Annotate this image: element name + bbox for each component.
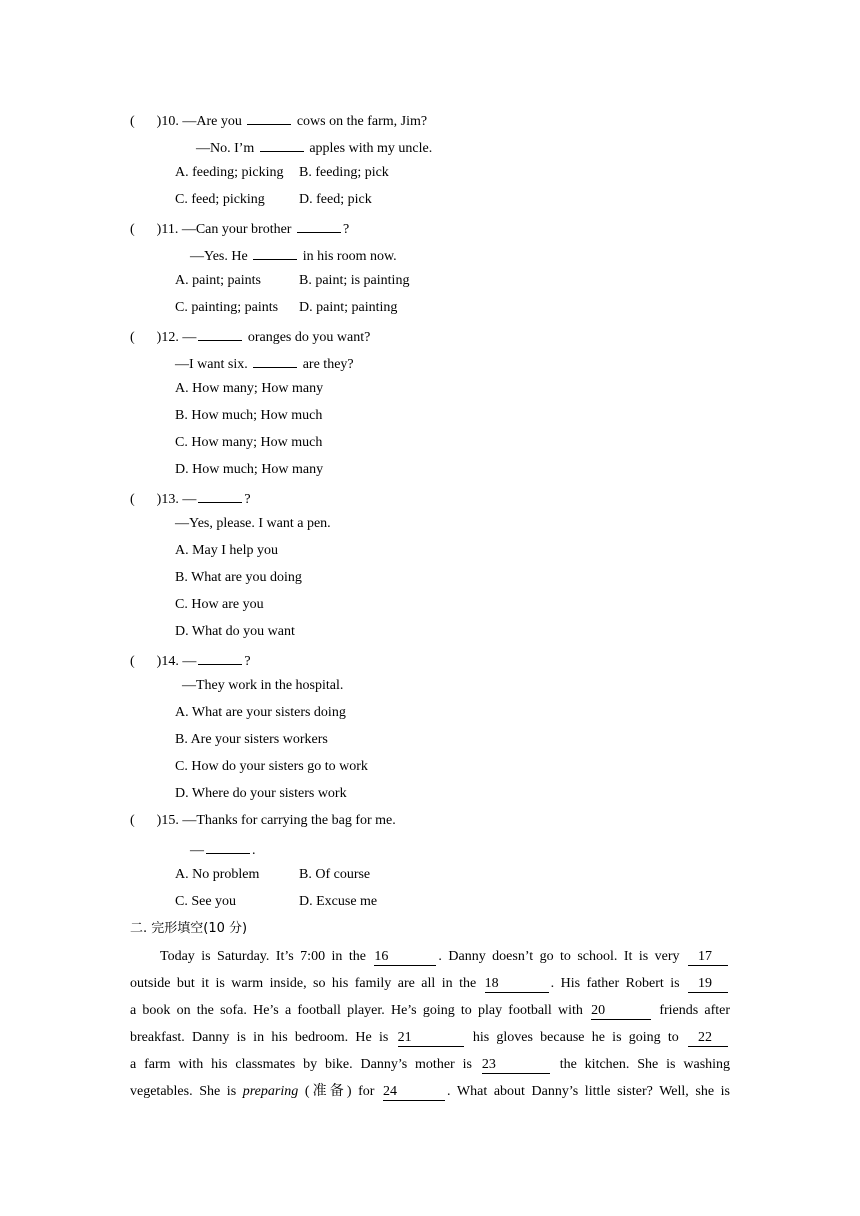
option-b[interactable]: B. Of course: [299, 867, 371, 882]
question-15-stem: ( )15. —Thanks for carrying the bag for me.: [130, 813, 396, 828]
answer-blank[interactable]: [247, 110, 291, 125]
option-d[interactable]: D. feed; pick: [299, 192, 372, 207]
question-13-stem: ( )13. — ?: [130, 488, 251, 506]
answer-blank[interactable]: [253, 353, 297, 368]
answer-blank[interactable]: [253, 245, 297, 260]
cloze-blank-21[interactable]: 21: [398, 1030, 464, 1047]
answer-blank[interactable]: [297, 218, 341, 233]
option-a[interactable]: A. feeding; picking: [175, 165, 284, 180]
question-14-stem: ( )14. — ?: [130, 650, 251, 668]
question-15-options-row-2: [175, 893, 377, 911]
question-12-option-a[interactable]: A. How many; How many: [175, 381, 324, 396]
option-c[interactable]: C. See you: [175, 894, 237, 909]
option-a[interactable]: A. paint; paints: [175, 273, 261, 288]
option-d[interactable]: D. paint; painting: [299, 300, 398, 315]
cloze-blank-17[interactable]: 17: [688, 949, 728, 966]
question-11-stem: ( )11. —Can your brother ?: [130, 218, 349, 236]
answer-blank[interactable]: [206, 839, 250, 854]
question-10-options-row-2: [175, 191, 372, 209]
cloze-blank-18[interactable]: 18: [485, 976, 549, 993]
answer-blank[interactable]: [198, 488, 242, 503]
option-b[interactable]: B. feeding; pick: [299, 165, 389, 180]
question-12-stem: ( )12. — oranges do you want?: [130, 326, 370, 344]
question-13-option-b[interactable]: B. What are you doing: [175, 570, 302, 585]
answer-blank[interactable]: [198, 650, 242, 665]
question-12-option-d[interactable]: D. How much; How many: [175, 462, 324, 477]
cloze-blank-16[interactable]: 16: [374, 949, 436, 966]
question-15-reply: — .: [190, 839, 256, 857]
question-12-option-b[interactable]: B. How much; How much: [175, 408, 323, 423]
option-b[interactable]: B. paint; is painting: [299, 273, 410, 288]
question-10-reply: —No. I’m apples with my uncle.: [196, 137, 432, 155]
question-13-reply: —Yes, please. I want a pen.: [175, 516, 331, 531]
cloze-passage-line-3: a book on the sofa. He’s a football player. He’s going to play football with 20 friends after: [130, 1003, 731, 1018]
question-14-reply: —They work in the hospital.: [182, 678, 344, 693]
cloze-passage-line-4: breakfast. Danny is in his bedroom. He is 21 his gloves because he is going to 22: [130, 1024, 730, 1051]
question-14-option-d[interactable]: D. Where do your sisters work: [175, 786, 347, 801]
cloze-blank-22[interactable]: 22: [688, 1030, 728, 1047]
cloze-passage-line-5: a farm with his classmates by bike. Danny’s mother is 23 the kitchen. She is washing: [130, 1057, 731, 1072]
question-14-option-c[interactable]: C. How do your sisters go to work: [175, 759, 368, 774]
question-14-option-b[interactable]: B. Are your sisters workers: [175, 732, 328, 747]
question-11-reply: —Yes. He in his room now.: [190, 245, 397, 263]
question-10-options-row-1: [175, 164, 389, 182]
answer-blank[interactable]: [260, 137, 304, 152]
question-10-stem: ( )10. —Are you cows on the farm, Jim?: [130, 110, 427, 128]
option-d[interactable]: D. Excuse me: [299, 894, 378, 909]
cloze-passage-line-2: outside but it is warm inside, so his family are all in the 18 . His father Robert is 19: [130, 970, 730, 997]
question-11-options-row-2: [175, 299, 397, 317]
question-14-option-a[interactable]: A. What are your sisters doing: [175, 705, 346, 720]
question-12-reply: —I want six. are they?: [175, 353, 354, 371]
cloze-blank-19[interactable]: 19: [688, 976, 728, 993]
cloze-blank-23[interactable]: 23: [482, 1057, 550, 1074]
question-15-options-row-1: [175, 866, 370, 884]
option-c[interactable]: C. painting; paints: [175, 300, 279, 315]
question-11-options-row-1: [175, 272, 409, 290]
cloze-blank-20[interactable]: 20: [591, 1003, 651, 1020]
cloze-passage-line-6: vegetables. She is preparing (准备) for 24 . What about Danny’s little sister? Well, she is: [130, 1084, 731, 1099]
option-a[interactable]: A. No problem: [175, 867, 260, 882]
question-13-option-d[interactable]: D. What do you want: [175, 624, 295, 639]
question-13-option-a[interactable]: A. May I help you: [175, 543, 279, 558]
answer-blank[interactable]: [198, 326, 242, 341]
question-12-option-c[interactable]: C. How many; How much: [175, 435, 323, 450]
section-heading: 二. 完形填空(10 分): [130, 921, 248, 936]
option-c[interactable]: C. feed; picking: [175, 192, 265, 207]
question-13-option-c[interactable]: C. How are you: [175, 597, 264, 612]
cloze-blank-24[interactable]: 24: [383, 1084, 445, 1101]
cloze-passage-line-1: Today is Saturday. It’s 7:00 in the 16 . Danny doesn’t go to school. It is very 17: [130, 943, 730, 970]
